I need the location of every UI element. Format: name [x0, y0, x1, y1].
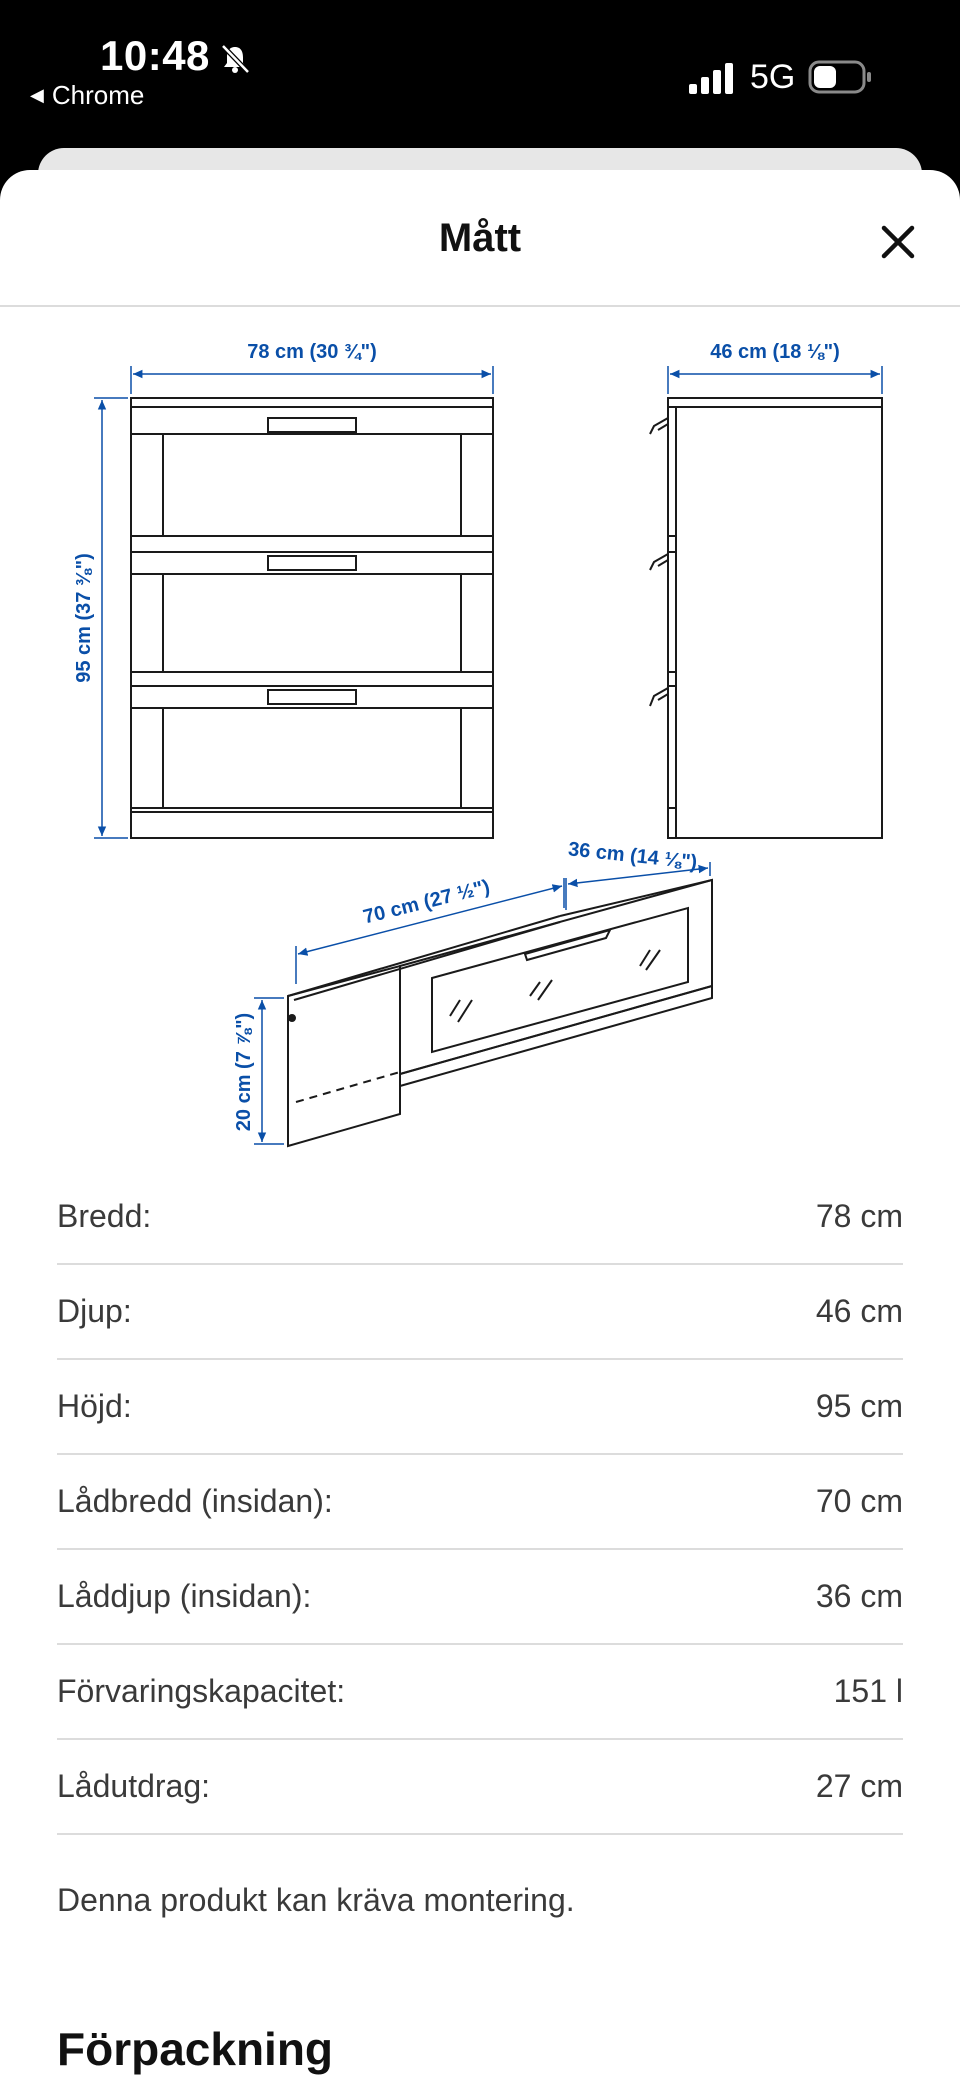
- spec-row-drawer-extension: [57, 1740, 903, 1835]
- assembly-note: Denna produkt kan kräva montering.: [57, 1882, 575, 1918]
- side-view-drawing: [650, 398, 882, 838]
- status-time: 10:48: [100, 32, 210, 79]
- sheet-header: [0, 170, 960, 307]
- spec-value: 36 cm: [815, 1578, 903, 1614]
- spec-value: 70 cm: [815, 1483, 903, 1519]
- height-label: 95 cm (37 ⅜"): [73, 553, 95, 683]
- height-dimension: [73, 398, 128, 838]
- drawer-depth-label: 36 cm (14 ⅛"): [567, 838, 699, 874]
- drawer-height-dimension: [233, 998, 284, 1144]
- spec-value: 46 cm: [815, 1293, 903, 1329]
- spec-label: Förvaringskapacitet:: [57, 1673, 346, 1709]
- front-view-drawing: [131, 398, 493, 838]
- drawer-height-label: 20 cm (7 ⅞"): [233, 1012, 255, 1132]
- drawer-width-label: 70 cm (27 ½"): [361, 875, 493, 929]
- back-triangle-icon: ◀: [30, 85, 44, 105]
- spec-label: Bredd:: [57, 1198, 152, 1234]
- spec-label: Höjd:: [57, 1388, 132, 1424]
- spec-row-height: [57, 1360, 903, 1455]
- front-width-dimension: [131, 341, 493, 394]
- status-bar: [0, 0, 960, 150]
- drawer-width-dimension: [296, 876, 564, 984]
- front-width-label: 78 cm (30 ¾"): [247, 341, 377, 363]
- spec-value: 151 l: [833, 1673, 903, 1709]
- spec-label: Lådbredd (insidan):: [57, 1483, 333, 1519]
- spec-label: Lådutdrag:: [57, 1768, 211, 1804]
- side-depth-dimension: [668, 341, 882, 394]
- dimension-diagram: [0, 306, 960, 1156]
- back-app-label: Chrome: [51, 80, 145, 110]
- spec-row-drawer-width: [57, 1455, 903, 1550]
- spec-value: 95 cm: [815, 1388, 903, 1424]
- bell-muted-icon: [218, 42, 252, 76]
- side-depth-label: 46 cm (18 ⅛"): [710, 341, 840, 363]
- signal-icon: [688, 62, 736, 94]
- spec-value: 78 cm: [815, 1198, 903, 1234]
- battery-icon: [808, 60, 874, 94]
- drawer-depth-dimension: [566, 838, 710, 910]
- drawer-drawing: [288, 880, 712, 1146]
- sheet-title: Mått: [438, 216, 522, 260]
- dimensions-sheet: [0, 170, 960, 2087]
- packaging-heading: Förpackning: [57, 2023, 334, 2075]
- spec-label: Djup:: [57, 1293, 132, 1329]
- spec-row-depth: [57, 1265, 903, 1360]
- back-to-app-link[interactable]: [30, 80, 144, 111]
- spec-label: Låddjup (insidan):: [57, 1578, 312, 1614]
- spec-value: 27 cm: [815, 1768, 903, 1804]
- network-type: 5G: [750, 58, 796, 96]
- spec-row-width: [57, 1170, 903, 1265]
- close-icon[interactable]: [872, 216, 924, 268]
- spec-row-drawer-depth: [57, 1550, 903, 1645]
- specification-list: [57, 1170, 903, 1835]
- spec-row-storage-capacity: [57, 1645, 903, 1740]
